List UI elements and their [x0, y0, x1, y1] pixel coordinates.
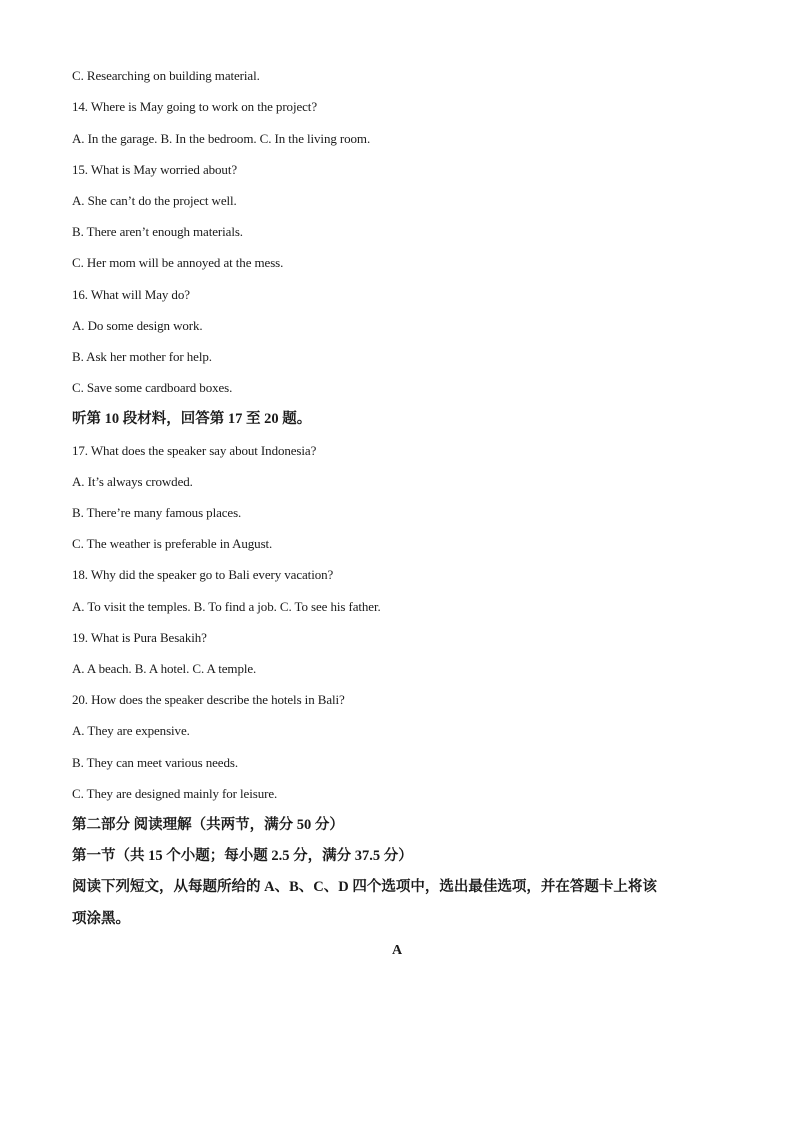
option-20a: A. They are expensive. — [72, 723, 190, 738]
option-17c: C. The weather is preferable in August. — [72, 536, 273, 551]
reading-instruction: 阅读下列短文，从每题所给的 A、B、C、D 四个选项中，选出最佳选项，并在答题卡上将该 — [72, 879, 657, 895]
passage-label-a: A — [391, 943, 403, 958]
option-20b: B. They can meet various needs. — [72, 755, 238, 770]
option-20c: C. They are designed mainly for leisure. — [72, 786, 278, 801]
section-one-heading: 第一节（共 15 个小题；每小题 2.5 分，满分 37.5 分） — [72, 848, 413, 864]
option-16a: A. Do some design work. — [72, 318, 203, 333]
question-14: 14. Where is May going to work on the project? — [72, 99, 317, 114]
option-16b: B. Ask her mother for help. — [72, 349, 212, 364]
question-17: 17. What does the speaker say about Indonesia? — [72, 443, 317, 458]
question-15: 15. What is May worried about? — [72, 162, 237, 177]
section-instruction-10: 听第 10 段材料，回答第 17 至 20 题。 — [72, 411, 312, 427]
options-14: A. In the garage. B. In the bedroom. C. In the living room. — [72, 131, 371, 146]
option-16c: C. Save some cardboard boxes. — [72, 380, 233, 395]
option-15b: B. There aren’t enough materials. — [72, 224, 243, 239]
option-15a: A. She can’t do the project well. — [72, 193, 237, 208]
question-16: 16. What will May do? — [72, 287, 190, 302]
option-17a: A. It’s always crowded. — [72, 474, 193, 489]
part-two-heading: 第二部分 阅读理解（共两节，满分 50 分） — [72, 817, 344, 833]
question-20: 20. How does the speaker describe the hotels in Bali? — [72, 692, 345, 707]
question-18: 18. Why did the speaker go to Bali every vacation? — [72, 567, 334, 582]
options-18: A. To visit the temples. B. To find a job. C. To see his father. — [72, 599, 381, 614]
reading-instruction-cont: 项涂黑。 — [72, 911, 130, 927]
option-13c: C. Researching on building material. — [72, 68, 260, 83]
options-19: A. A beach. B. A hotel. C. A temple. — [72, 661, 257, 676]
option-17b: B. There’re many famous places. — [72, 505, 242, 520]
option-15c: C. Her mom will be annoyed at the mess. — [72, 255, 284, 270]
question-19: 19. What is Pura Besakih? — [72, 630, 207, 645]
